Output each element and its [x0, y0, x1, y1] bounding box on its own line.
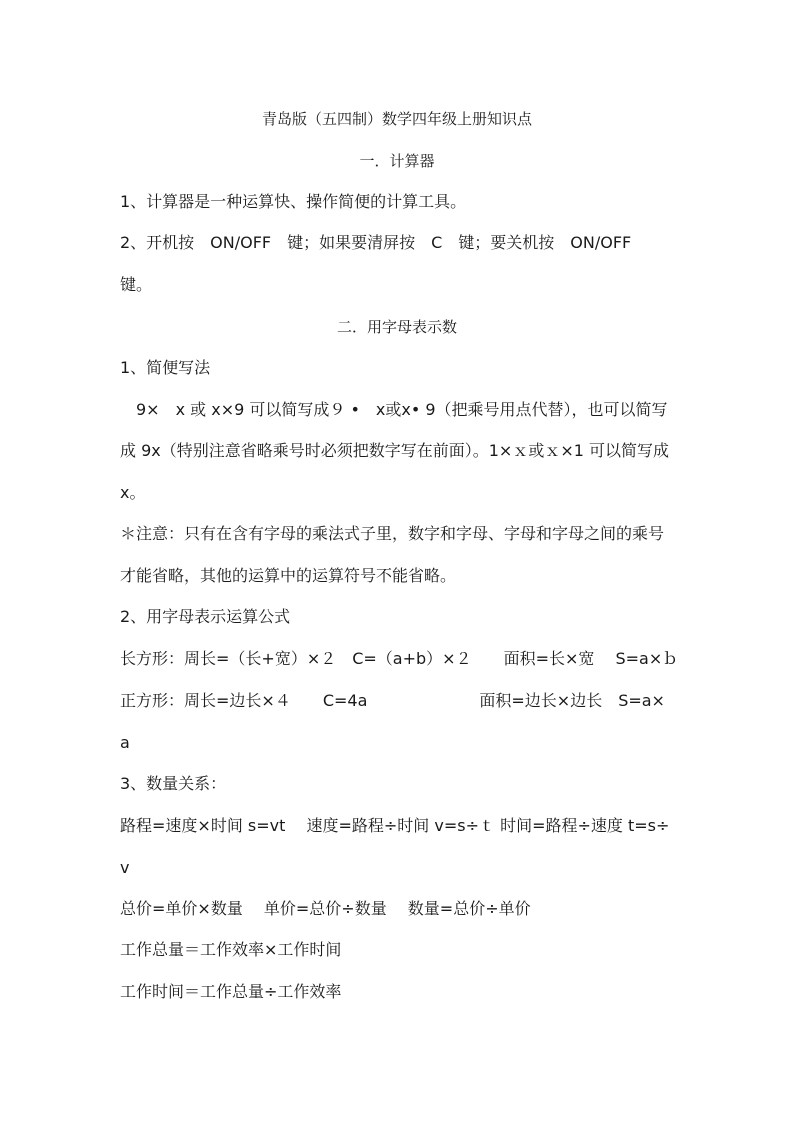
square-formula-line2: a — [120, 733, 130, 752]
section1-item1: 1、计算器是一种运算快、操作简便的计算工具。 — [120, 192, 467, 211]
section2-note-line2: 才能省略，其他的运算中的运算符号不能省略。 — [120, 566, 457, 585]
section1-item2-line1: 2、开机按 ON/OFF 键；如果要清屏按 C 键；要关机按 ON/OFF — [120, 233, 632, 252]
section1-item2-line2: 键。 — [120, 275, 153, 294]
speed-formula-line2: v — [120, 858, 130, 877]
price-formula-line: 总价=单价×数量 单价=总价÷数量 数量=总价÷单价 — [120, 899, 531, 918]
section2-sub1-line2: 成 9x（特别注意省略乘号时必须把数字写在前面）。1×ｘ或ｘ×1 可以简写成 — [120, 441, 669, 460]
section2-sub1-heading: 1、简便写法 — [120, 358, 211, 377]
section2-sub1-line1: 9× x 或 x×9 可以简写成９ • x或x• 9（把乘号用点代替），也可以简写 — [136, 400, 668, 419]
work-formula-line2: 工作时间＝工作总量÷工作效率 — [120, 982, 342, 1001]
section2-note-line1: ＊注意：只有在含有字母的乘法式子里，数字和字母、字母和字母之间的乘号 — [120, 524, 665, 543]
rectangle-formula-line: 长方形：周长=（长+宽）×２ C=（a+b）×２ 面积=长×宽 S=a×ｂ — [120, 649, 679, 668]
section2-sub3-heading: 3、数量关系： — [120, 774, 227, 793]
square-formula-line1: 正方形：周长=边长×４ C=4a 面积=边长×边长 S=a× — [120, 691, 665, 710]
section1-heading: 一．计算器 — [359, 152, 435, 170]
speed-formula-line1: 路程=速度×时间 s=vt 速度=路程÷时间 v=s÷ｔ 时间=路程÷速度 t=s÷ — [120, 816, 670, 835]
work-formula-line1: 工作总量＝工作效率×工作时间 — [120, 940, 342, 959]
document-title: 青岛版（五四制）数学四年级上册知识点 — [261, 110, 532, 128]
section2-heading: 二．用字母表示数 — [336, 318, 457, 336]
section2-sub1-line3: x。 — [120, 483, 146, 502]
section2-sub2-heading: 2、用字母表示运算公式 — [120, 607, 291, 626]
